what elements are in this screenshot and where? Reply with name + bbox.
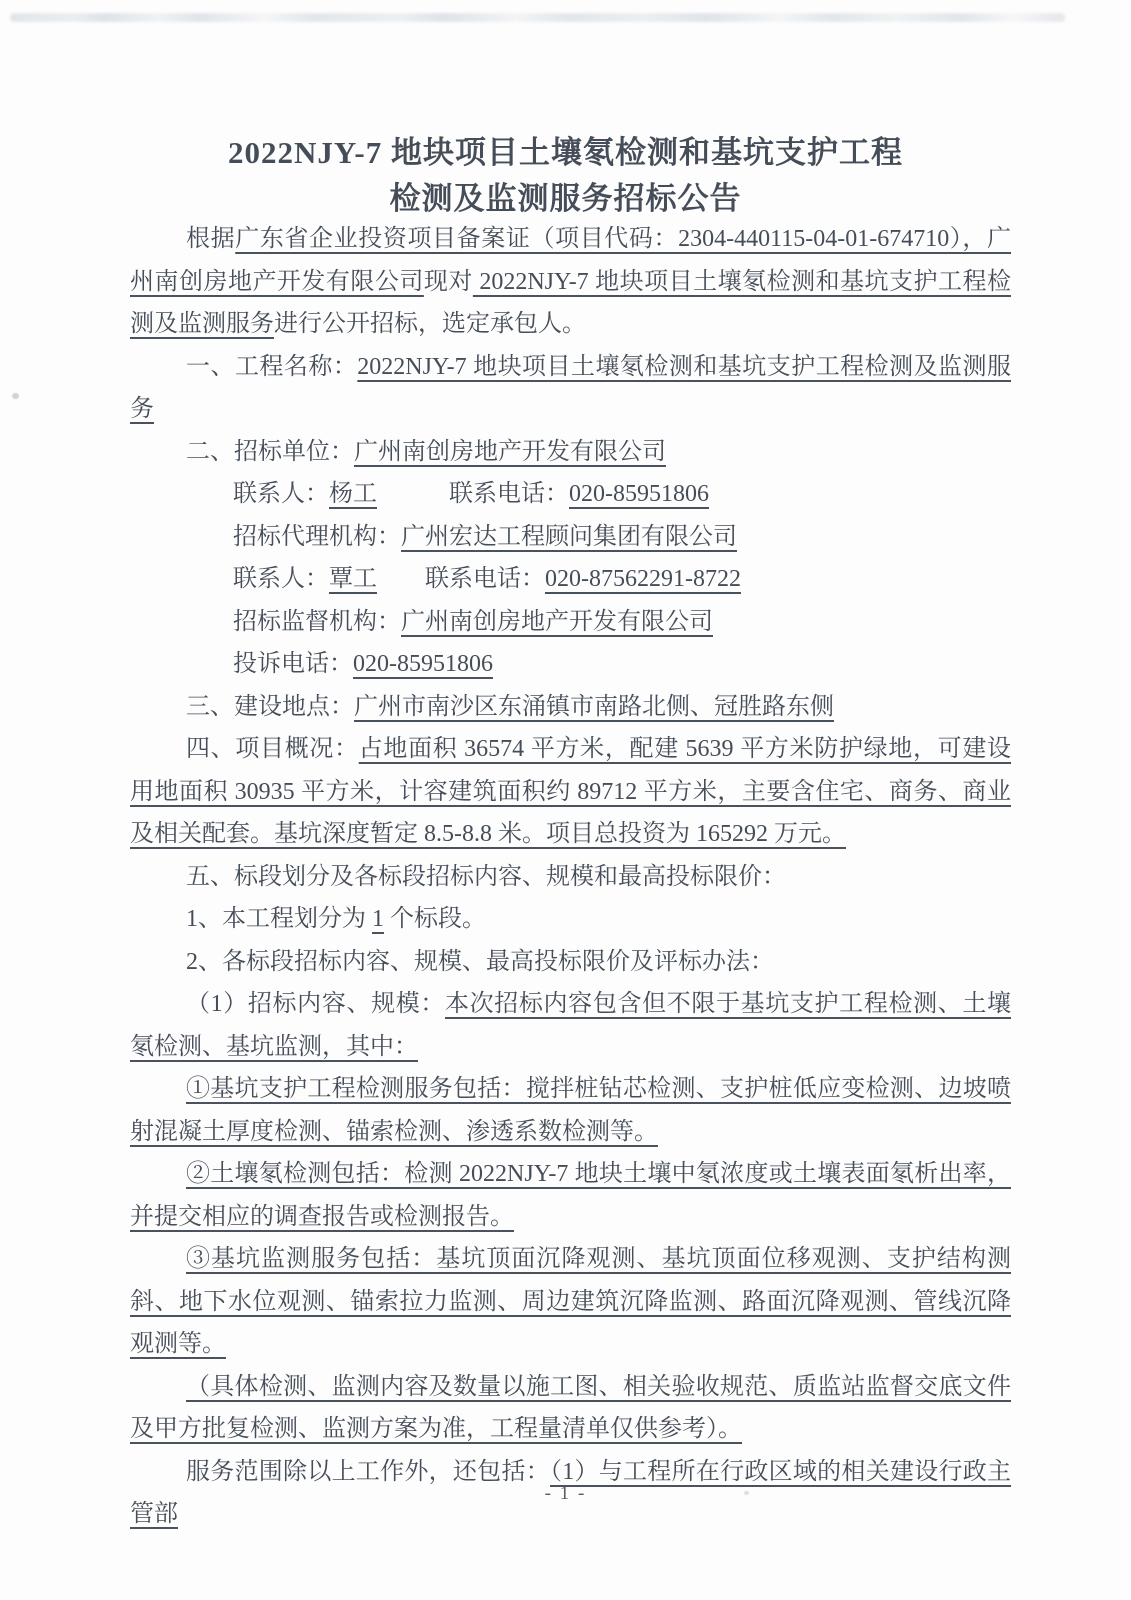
paragraph — [130, 1068, 1011, 1153]
text-run: 二、招标单位： — [186, 438, 354, 465]
paragraph — [130, 856, 1011, 899]
underlined-text-run: ③基坑监测服务包括：基坑顶面沉降观测、基坑顶面位移观测、支护结构测斜、地下水位观测、锚索拉力监测、周边建筑沉降监测、路面沉降观测、管线沉降观测等。 — [130, 1246, 1011, 1357]
underlined-text-run: 占地面积 36574 平方米，配建 5639 平方米防护绿地，可建设用地面积 30935 平方米，计容建筑面积约 89712 平方米，主要含住宅、商务、商业及相关配套。基坑深度暂定 8.5-8.8 米。项目总投资为 165292 万元。 — [130, 736, 1012, 847]
document-title — [0, 130, 1131, 222]
title-line-1: 2022NJY-7 地块项目土壤氡检测和基坑支护工程 — [227, 135, 903, 170]
paragraph — [130, 643, 1011, 686]
text-run: 进行公开招标，选定承包人。 — [274, 311, 586, 337]
paragraph — [130, 1153, 1011, 1238]
text-run: 联系电话： — [377, 566, 545, 592]
paragraph — [130, 431, 1011, 474]
text-run: 2、各标段招标内容、规模、最高投标限价及评标办法： — [186, 948, 774, 975]
underlined-text-run: 广州南创房地产开发有限公司 — [354, 438, 666, 465]
underlined-text-run: ①基坑支护工程检测服务包括：搅拌桩钻芯检测、支护桩低应变检测、边坡喷射混凝土厚度检测、锚索检测、渗透系数检测等。 — [130, 1076, 1011, 1145]
paragraph — [130, 601, 1011, 644]
text-run: 三、建设地点： — [186, 693, 354, 720]
paragraph — [130, 516, 1011, 559]
underlined-text-run: 020-85951806 — [569, 481, 709, 507]
scan-artifact-top — [10, 13, 1065, 22]
text-run: 1、本工程划分为 — [186, 906, 372, 932]
text-run: 招标代理机构： — [233, 523, 401, 550]
paragraph — [130, 473, 1011, 516]
text-run: 联系电话： — [377, 481, 569, 507]
underlined-text-run: 本次招标内容包含但不限于基坑支护工程检测、土壤氡检测、基坑监测，其中： — [130, 991, 1011, 1060]
title-line-2: 检测及监测服务招标公告 — [389, 181, 742, 216]
underlined-text-run: 广州宏达工程顾问集团有限公司 — [401, 523, 737, 550]
text-run: 现对 — [423, 268, 473, 295]
underlined-text-run: ②土壤氡检测包括：检测 2022NJY-7 地块土壤中氡浓度或土壤表面氡析出率，并提交相应的调查报告或检测报告。 — [130, 1161, 1011, 1230]
text-run: 个标段。 — [384, 906, 486, 932]
underlined-text-run: 广州市南沙区东涌镇市南路北侧、冠胜路东侧 — [354, 693, 834, 720]
underlined-text-run: （具体检测、监测内容及数量以施工图、相关验收规范、质监站监督交底文件及甲方批复检测、监测方案为准，工程量清单仅供参考）。 — [130, 1373, 1011, 1442]
paragraph — [130, 983, 1011, 1068]
text-run: 四、项目概况： — [186, 736, 359, 762]
text-run: 联系人： — [233, 481, 329, 507]
text-run: 服务范围除以上工作外，还包括： — [186, 1458, 550, 1485]
text-run: 一、工程名称： — [186, 353, 358, 380]
text-run: 五、标段划分及各标段招标内容、规模和最高投标限价： — [186, 863, 786, 890]
paragraph — [130, 686, 1011, 729]
paragraph — [130, 1366, 1011, 1451]
underlined-text-run: 广州南创房地产开发有限公司 — [401, 608, 713, 635]
underlined-text-run: 广东省企业投资项目备案证（项目代码：2304-440115-04-01-674710），广州南创房地产开发有限公司 — [130, 226, 1012, 295]
underlined-text-run: 覃工 — [329, 566, 377, 592]
paragraph — [130, 898, 1011, 941]
scan-artifact-dot — [12, 393, 19, 399]
paragraph — [130, 728, 1011, 856]
paragraph — [130, 558, 1011, 601]
underlined-text-run: 020-85951806 — [353, 651, 493, 677]
text-run: 招标监督机构： — [233, 608, 401, 635]
text-run: 投诉电话： — [233, 651, 353, 677]
paragraph — [130, 941, 1011, 984]
text-run: 联系人： — [233, 566, 329, 592]
underlined-text-run: 杨工 — [329, 481, 377, 507]
paragraph — [130, 218, 1011, 346]
paragraph — [130, 346, 1011, 431]
underlined-text-run: （1）与工程所在行政区域的相关建设行政主管部 — [130, 1458, 1012, 1527]
text-run: 根据 — [186, 226, 236, 252]
underlined-text-run: 2022NJY-7 地块项目土壤氡检测和基坑支护工程检测及监测服务 — [130, 268, 1012, 337]
page-number: - 1 - — [544, 1483, 587, 1504]
underlined-text-run: 2022NJY-7 地块项目土壤氡检测和基坑支护工程检测及监测服务 — [130, 353, 1011, 422]
text-run: （1）招标内容、规模： — [186, 991, 445, 1017]
underlined-text-run: 1 — [372, 906, 384, 932]
underlined-text-run: 020-87562291-8722 — [545, 566, 741, 592]
document-body — [130, 218, 1011, 1536]
paragraph — [130, 1238, 1011, 1366]
